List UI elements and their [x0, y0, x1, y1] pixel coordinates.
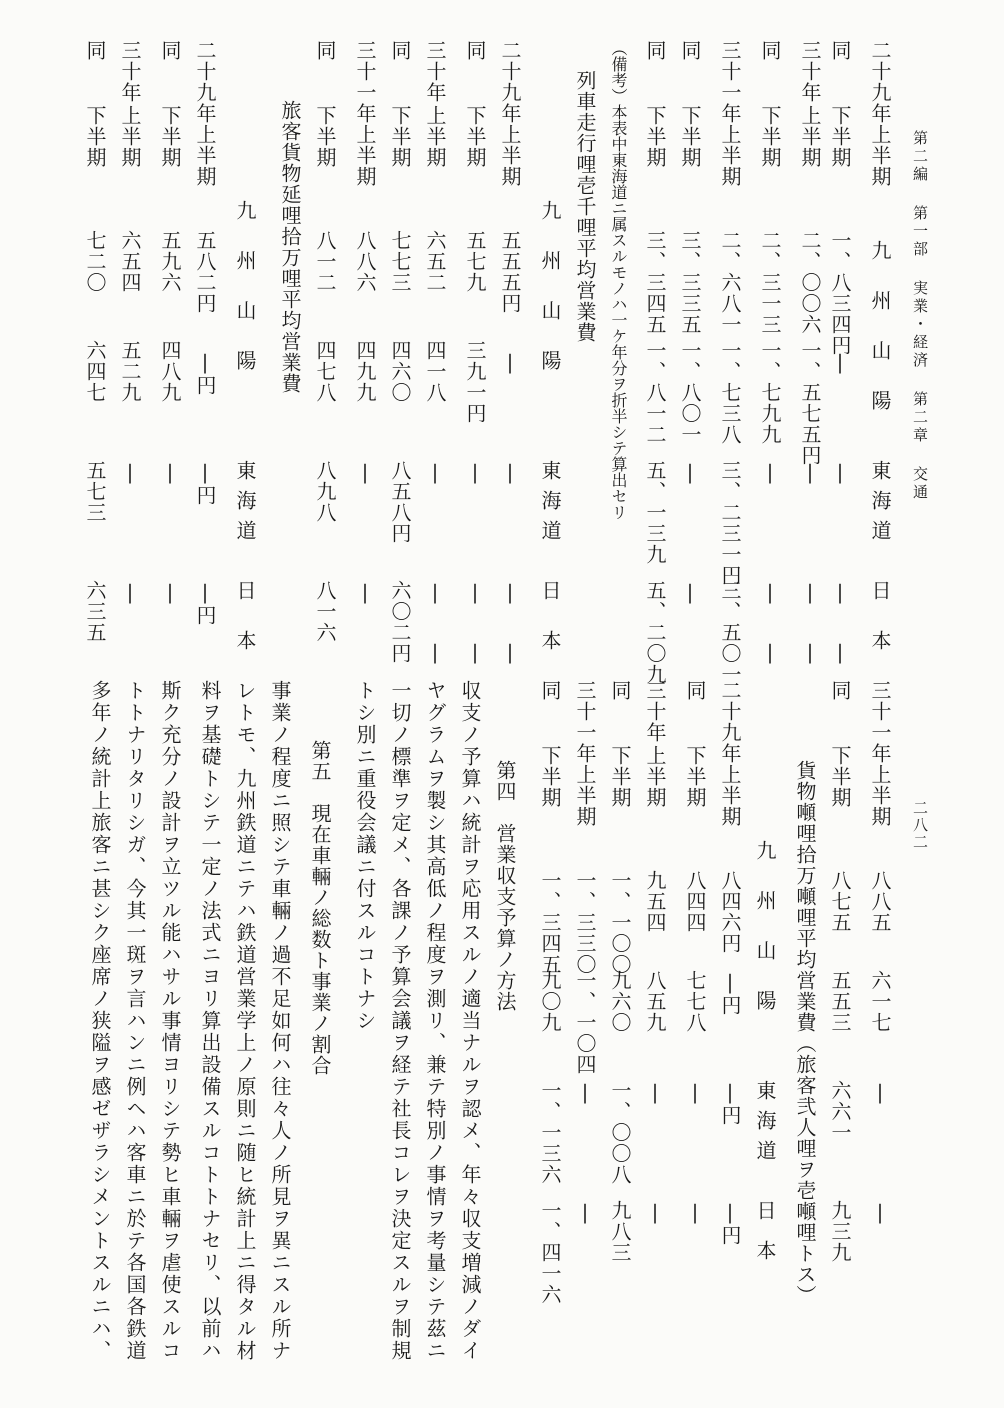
- upper-col-0-cell-3: 山: [868, 340, 892, 361]
- upper-col-14-cell-4: |: [353, 580, 377, 605]
- page-number: 二八二: [911, 800, 929, 851]
- upper-col-14-cell-1: 八八六: [353, 230, 377, 293]
- upper-col-19-cell-2: 五九六: [158, 230, 182, 293]
- upper-col-17-cell-3: 陽: [233, 350, 257, 371]
- upper-col-17-cell-1: 州: [233, 250, 257, 271]
- lower-col-6-cell-4: |: [643, 1080, 667, 1105]
- upper-col-9-cell-7: 日: [538, 580, 562, 601]
- upper-col-17-cell-6: 道: [233, 520, 257, 541]
- lower-col-3-cell-0: 九: [753, 840, 777, 861]
- lower-col-6-cell-5: |: [643, 1200, 667, 1225]
- upper-col-1-cell-3: |: [828, 350, 852, 375]
- lower-col-9-cell-4: 一、一三六: [538, 1080, 562, 1185]
- upper-col-2-cell-6: |: [798, 640, 822, 665]
- upper-col-13-cell-0: 同: [388, 40, 412, 61]
- upper-col-20-cell-2: 六五四: [118, 230, 142, 293]
- lower-col-5-cell-0: 同: [683, 680, 707, 701]
- upper-col-11-cell-3: 三九一円: [463, 340, 487, 424]
- lower-col-8-cell-0: 三十一年上半期: [573, 680, 597, 827]
- lower-col-9-cell-3: 九〇九: [538, 970, 562, 1033]
- lower-col-0-cell-1: 八八五: [868, 870, 892, 933]
- upper-col-0-cell-6: 海: [868, 490, 892, 511]
- lower-col-1-cell-3: 五五三: [828, 970, 852, 1033]
- upper-col-9-cell-6: 道: [538, 520, 562, 541]
- lower-col-1-cell-0: 同: [828, 680, 852, 701]
- upper-col-15-cell-1: 下半期: [313, 105, 337, 168]
- lower-col-10-cell-0: 第四 営業収支予算ノ方法: [493, 760, 517, 1012]
- upper-col-4-cell-2: 一、七三八: [718, 340, 742, 445]
- lower-col-18-cell-0: 料ヲ基礎トシテ一定ノ法式ニヨリ算出設備スルコトトナセリ、以前ハ: [198, 680, 222, 1362]
- upper-col-15-cell-0: 同: [313, 40, 337, 61]
- upper-col-17-cell-7: 日: [233, 580, 257, 601]
- lower-col-5-cell-2: 八四四: [683, 870, 707, 933]
- lower-col-7-cell-5: 九八三: [608, 1200, 632, 1263]
- upper-col-6-cell-2: 三、三四五: [643, 230, 667, 335]
- lower-col-21-cell-0: 多年ノ統計上旅客ニ甚シク座席ノ狭隘ヲ感ゼザラシメントスルニハ、: [88, 680, 112, 1362]
- lower-col-8-cell-4: |: [573, 1200, 597, 1225]
- lower-col-1-cell-1: 下半期: [828, 745, 852, 808]
- lower-col-6-cell-1: 上半期: [643, 745, 667, 808]
- lower-col-14-cell-0: トシ別ニ重役会議ニ付スルコトナシ: [353, 680, 377, 1032]
- upper-col-11-cell-4: |: [463, 460, 487, 485]
- lower-col-5-cell-5: |: [683, 1200, 707, 1225]
- upper-col-18-cell-1: 五八二円: [193, 230, 217, 314]
- upper-col-12-cell-2: 六五二: [423, 230, 447, 293]
- lower-col-15-cell-0: 第五 現在車輛ノ総数ト事業ノ割合: [308, 740, 332, 1076]
- upper-col-1-cell-5: |: [828, 580, 852, 605]
- lower-col-1-cell-5: 九三九: [828, 1200, 852, 1263]
- upper-col-5-cell-1: 下半期: [678, 105, 702, 168]
- upper-col-19-cell-1: 下半期: [158, 105, 182, 168]
- upper-col-2-cell-3: 一、五七五円: [798, 340, 822, 466]
- upper-col-20-cell-4: |: [118, 460, 142, 485]
- lower-col-8-cell-2: 一、一〇四: [573, 970, 597, 1075]
- upper-col-14-cell-2: 四九九: [353, 340, 377, 403]
- upper-col-12-cell-6: |: [423, 640, 447, 665]
- lower-col-20-cell-0: トトナリタリシガ、今其一斑ヲ言ハンニ例ヘハ客車ニ於テ各国各鉄道: [123, 680, 147, 1362]
- upper-col-0-cell-8: 日: [868, 580, 892, 601]
- upper-col-15-cell-5: 八一六: [313, 580, 337, 643]
- lower-col-0-cell-3: |: [868, 1080, 892, 1105]
- lower-col-6-cell-0: 三十年: [643, 680, 667, 743]
- upper-col-12-cell-1: 上半期: [423, 105, 447, 168]
- upper-col-17-cell-0: 九: [233, 200, 257, 221]
- lower-col-9-cell-0: 同: [538, 680, 562, 701]
- upper-col-0-cell-5: 東: [868, 460, 892, 481]
- lower-col-5-cell-4: |: [683, 1080, 707, 1105]
- lower-col-3-cell-2: 山: [753, 940, 777, 961]
- lower-col-7-cell-3: 九六〇: [608, 970, 632, 1033]
- upper-col-2-cell-4: |: [798, 460, 822, 485]
- lower-col-9-cell-1: 下半期: [538, 745, 562, 808]
- lower-col-2-cell-0: 貨物噸哩拾万噸哩平均営業費（旅客弐人哩ヲ壱噸哩トス）: [793, 760, 817, 1306]
- upper-col-20-cell-0: 三十年: [118, 40, 142, 103]
- upper-col-10-cell-0: 二十九年上半期: [498, 40, 522, 187]
- lower-col-3-cell-1: 州: [753, 890, 777, 911]
- upper-col-2-cell-2: 二、〇〇六: [798, 230, 822, 335]
- lower-col-19-cell-0: 斯ク充分ノ設計ヲ立ツル能ハサル事情ヨリシテ勢ヒ車輛ヲ虐使スルコ: [158, 680, 182, 1362]
- upper-col-9-cell-1: 州: [538, 250, 562, 271]
- upper-col-1-cell-6: |: [828, 640, 852, 665]
- upper-col-5-cell-3: 一、八〇一: [678, 340, 702, 445]
- lower-col-1-cell-2: 八七五: [828, 870, 852, 933]
- lower-col-3-cell-7: 日: [753, 1200, 777, 1221]
- upper-col-11-cell-6: |: [463, 640, 487, 665]
- upper-col-15-cell-4: 八九八: [313, 460, 337, 523]
- upper-col-3-cell-2: 二、三一三: [758, 230, 782, 335]
- upper-col-7-cell-0: （備考）本表中東海道ニ属スルモノハ一ケ年分ヲ折半シテ算出セリ: [609, 40, 628, 520]
- lower-col-1-cell-4: 六六一: [828, 1080, 852, 1143]
- upper-col-19-cell-0: 同: [158, 40, 182, 61]
- lower-col-5-cell-1: 下半期: [683, 745, 707, 808]
- running-head: 第二編 第一部 実業・経済 第二章 交通: [911, 130, 929, 502]
- upper-col-6-cell-5: 五、二〇九: [643, 580, 667, 685]
- upper-col-21-cell-1: 下半期: [83, 105, 107, 168]
- upper-col-17-cell-4: 東: [233, 460, 257, 481]
- upper-col-11-cell-0: 同: [463, 40, 487, 61]
- upper-col-10-cell-1: 五五五円: [498, 230, 522, 314]
- upper-col-13-cell-1: 下半期: [388, 105, 412, 168]
- upper-col-6-cell-1: 下半期: [643, 105, 667, 168]
- upper-col-1-cell-2: 一、八三四円: [828, 230, 852, 356]
- upper-col-0-cell-2: 州: [868, 290, 892, 311]
- upper-col-4-cell-0: 三十一年上半期: [718, 40, 742, 187]
- lower-col-12-cell-0: ヤグラムヲ製シ其高低ノ程度ヲ測リ、兼テ特別ノ事情ヲ考量シテ茲ニ: [423, 680, 447, 1362]
- upper-col-5-cell-5: |: [678, 580, 702, 605]
- upper-col-19-cell-5: |: [158, 580, 182, 605]
- upper-col-21-cell-0: 同: [83, 40, 107, 61]
- upper-col-5-cell-0: 同: [678, 40, 702, 61]
- upper-col-14-cell-0: 三十一年上半期: [353, 40, 377, 187]
- lower-col-7-cell-2: 一、一〇〇: [608, 870, 632, 975]
- upper-col-1-cell-4: |: [828, 460, 852, 485]
- upper-col-10-cell-3: |: [498, 460, 522, 485]
- upper-col-15-cell-3: 四七八: [313, 340, 337, 403]
- upper-col-21-cell-4: 五七三: [83, 460, 107, 523]
- lower-col-0-cell-4: |: [868, 1200, 892, 1225]
- upper-col-21-cell-2: 七二〇: [83, 230, 107, 293]
- upper-col-18-cell-4: |円: [193, 580, 217, 626]
- lower-col-7-cell-1: 下半期: [608, 745, 632, 808]
- upper-col-10-cell-5: |: [498, 640, 522, 665]
- upper-col-6-cell-0: 同: [643, 40, 667, 61]
- upper-col-1-cell-1: 下半期: [828, 105, 852, 168]
- upper-col-3-cell-6: |: [758, 640, 782, 665]
- upper-col-12-cell-0: 三十年: [423, 40, 447, 103]
- upper-col-9-cell-8: 本: [538, 630, 562, 651]
- upper-col-9-cell-4: 東: [538, 460, 562, 481]
- lower-col-6-cell-3: 八五九: [643, 970, 667, 1033]
- lower-col-16-cell-0: 事業ノ程度ニ照シテ車輛ノ過不足如何ハ往々人ノ所見ヲ異ニスル所ナ: [268, 680, 292, 1362]
- upper-col-3-cell-5: |: [758, 580, 782, 605]
- upper-col-8-cell-0: 列車走行哩壱千哩平均営業費: [573, 70, 597, 343]
- upper-col-20-cell-5: |: [118, 580, 142, 605]
- lower-col-7-cell-0: 同: [608, 680, 632, 701]
- upper-col-19-cell-4: |: [158, 460, 182, 485]
- upper-col-21-cell-5: 六三五: [83, 580, 107, 643]
- lower-col-11-cell-0: 収支ノ予算ハ統計ヲ応用スルノ適当ナルヲ認メ、年々収支増減ノダイ: [458, 680, 482, 1362]
- lower-col-8-cell-3: |: [573, 1080, 597, 1105]
- lower-col-3-cell-4: 東: [753, 1080, 777, 1101]
- upper-col-13-cell-4: 八五八円: [388, 460, 412, 544]
- lower-col-13-cell-0: 一切ノ標準ヲ定メ、各課ノ予算会議ヲ経テ社長コレヲ決定スルヲ制規: [388, 680, 412, 1362]
- upper-col-17-cell-5: 海: [233, 490, 257, 511]
- upper-col-21-cell-3: 六四七: [83, 340, 107, 403]
- lower-col-3-cell-3: 陽: [753, 990, 777, 1011]
- lower-col-4-cell-3: |円: [718, 1080, 742, 1126]
- upper-col-4-cell-4: 三、五〇一: [718, 580, 742, 685]
- upper-col-5-cell-2: 三、三三五: [678, 230, 702, 335]
- upper-col-3-cell-1: 下半期: [758, 105, 782, 168]
- lower-col-9-cell-2: 一、三四五: [538, 870, 562, 975]
- lower-col-8-cell-1: 一、三三〇: [573, 870, 597, 975]
- upper-col-20-cell-3: 五二九: [118, 340, 142, 403]
- upper-col-12-cell-5: |: [423, 580, 447, 605]
- upper-col-2-cell-1: 上半期: [798, 105, 822, 168]
- upper-col-4-cell-1: 二、六八一: [718, 230, 742, 335]
- upper-col-6-cell-3: 一、八一二: [643, 340, 667, 445]
- upper-col-11-cell-5: |: [463, 580, 487, 605]
- upper-col-10-cell-2: |: [498, 350, 522, 375]
- upper-col-18-cell-0: 二十九年上半期: [193, 40, 217, 187]
- upper-col-11-cell-2: 五七九: [463, 230, 487, 293]
- upper-col-0-cell-9: 本: [868, 630, 892, 651]
- upper-col-3-cell-4: |: [758, 460, 782, 485]
- upper-col-16-cell-0: 旅客貨物延哩拾万哩平均営業費: [278, 100, 302, 394]
- upper-col-18-cell-3: |円: [193, 460, 217, 506]
- upper-col-13-cell-5: 六〇二円: [388, 580, 412, 664]
- lower-col-4-cell-0: 二十九年上半期: [718, 680, 742, 827]
- upper-col-17-cell-8: 本: [233, 630, 257, 651]
- upper-col-0-cell-1: 九: [868, 240, 892, 261]
- upper-col-1-cell-0: 同: [828, 40, 852, 61]
- upper-col-6-cell-4: 五、一三九: [643, 460, 667, 565]
- lower-col-0-cell-2: 六一七: [868, 970, 892, 1033]
- upper-col-9-cell-3: 陽: [538, 350, 562, 371]
- upper-col-11-cell-1: 下半期: [463, 105, 487, 168]
- upper-col-4-cell-3: 三、二三一円: [718, 460, 742, 586]
- upper-col-5-cell-4: |: [678, 460, 702, 485]
- upper-col-3-cell-0: 同: [758, 40, 782, 61]
- upper-col-0-cell-7: 道: [868, 520, 892, 541]
- lower-col-5-cell-3: 七七八: [683, 970, 707, 1033]
- upper-col-13-cell-2: 七七三: [388, 230, 412, 293]
- upper-col-0-cell-4: 陽: [868, 390, 892, 411]
- upper-col-13-cell-3: 四六〇: [388, 340, 412, 403]
- upper-col-17-cell-2: 山: [233, 300, 257, 321]
- lower-col-3-cell-5: 海: [753, 1110, 777, 1131]
- lower-col-4-cell-2: |円: [718, 970, 742, 1016]
- upper-col-12-cell-3: 四一八: [423, 340, 447, 403]
- upper-col-9-cell-2: 山: [538, 300, 562, 321]
- upper-col-15-cell-2: 八一二: [313, 230, 337, 293]
- upper-col-10-cell-4: |: [498, 580, 522, 605]
- lower-col-7-cell-4: 一、〇〇八: [608, 1080, 632, 1185]
- upper-col-9-cell-5: 海: [538, 490, 562, 511]
- lower-col-9-cell-5: 一、四一六: [538, 1200, 562, 1305]
- lower-col-3-cell-8: 本: [753, 1240, 777, 1261]
- upper-col-12-cell-4: |: [423, 460, 447, 485]
- upper-col-2-cell-5: |: [798, 580, 822, 605]
- upper-col-9-cell-0: 九: [538, 200, 562, 221]
- lower-col-4-cell-1: 八四六円: [718, 870, 742, 954]
- lower-col-6-cell-2: 九五四: [643, 870, 667, 933]
- upper-col-20-cell-1: 上半期: [118, 105, 142, 168]
- lower-col-4-cell-4: |円: [718, 1200, 742, 1246]
- lower-col-3-cell-6: 道: [753, 1140, 777, 1161]
- upper-col-14-cell-3: |: [353, 460, 377, 485]
- lower-col-0-cell-0: 三十一年上半期: [868, 680, 892, 827]
- upper-col-19-cell-3: 四八九: [158, 340, 182, 403]
- lower-col-17-cell-0: レトモ、九州鉄道ニテハ鉄道営業学上ノ原則ニ随ヒ統計上ニ得タル材: [233, 680, 257, 1362]
- upper-col-2-cell-0: 三十年: [798, 40, 822, 103]
- upper-col-3-cell-3: 一、七九九: [758, 340, 782, 445]
- upper-col-0-cell-0: 二十九年上半期: [868, 40, 892, 187]
- upper-col-18-cell-2: |円: [193, 350, 217, 396]
